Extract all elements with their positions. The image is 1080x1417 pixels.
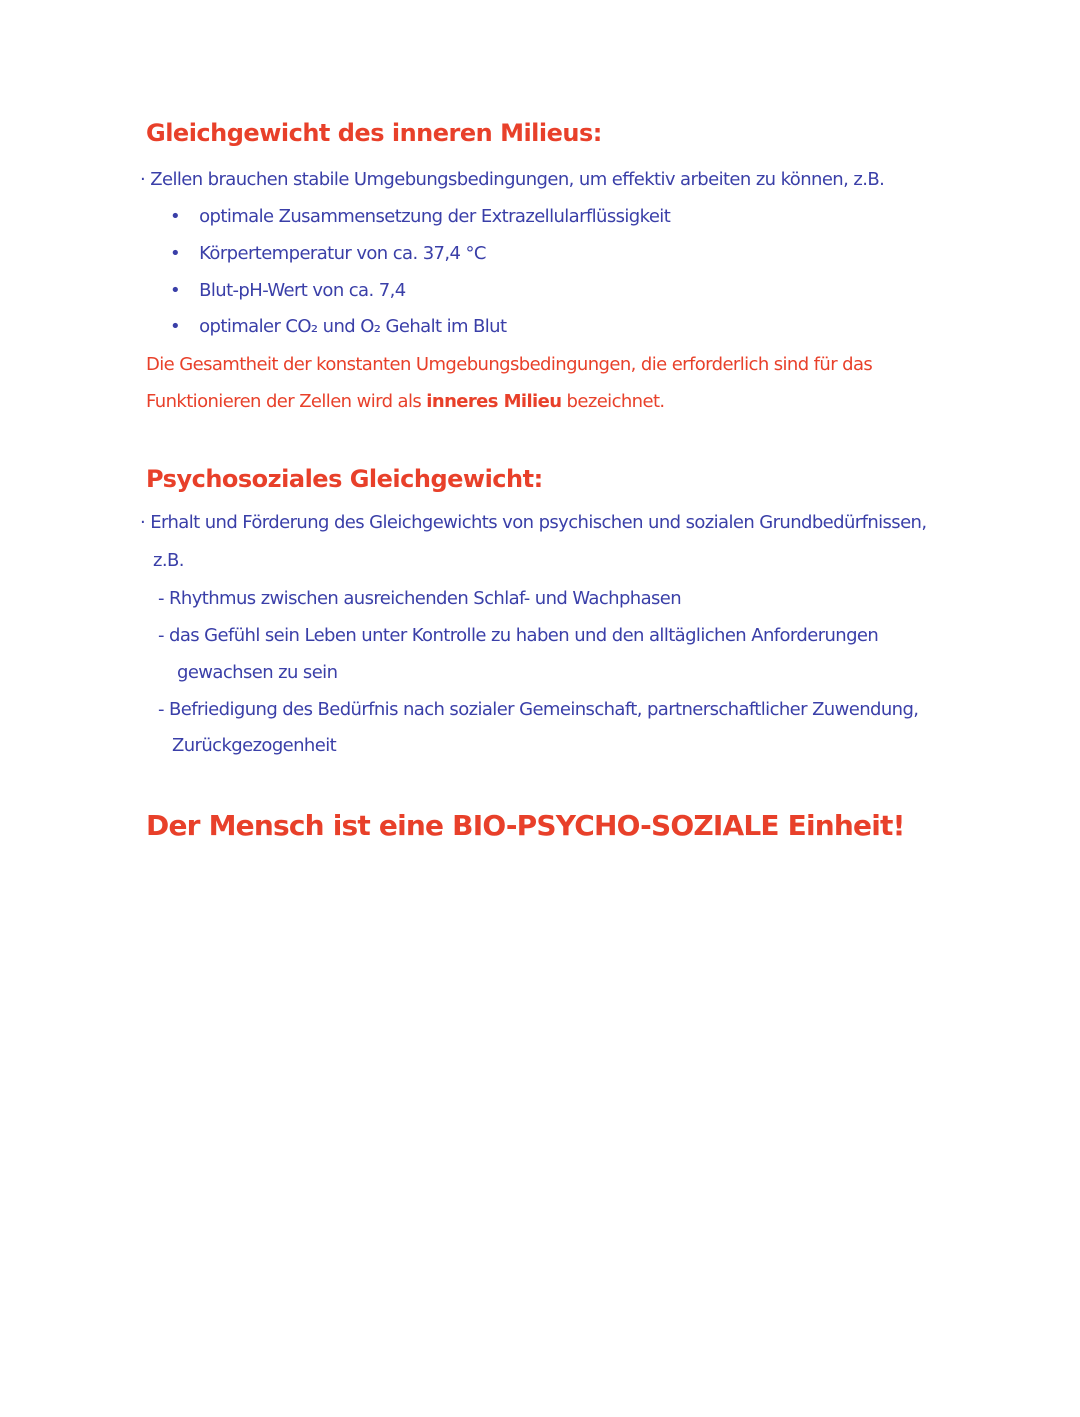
bullet-item bbox=[170, 208, 670, 226]
bullet-text: Blut-pH-Wert von ca. 7,4 bbox=[199, 280, 406, 301]
bullet-item bbox=[170, 245, 486, 263]
list-item: - das Gefühl sein Leben unter Kontrolle zu haben und den alltäglichen Anforderungen bbox=[158, 625, 879, 646]
definition-text: bezeichnet. bbox=[561, 391, 665, 412]
intro-text: · Zellen brauchen stabile Umgebungsbedingungen, um effektiv arbeiten zu können, z.B. bbox=[140, 169, 885, 190]
list-item: - Befriedigung des Bedürfnis nach sozialer Gemeinschaft, partnerschaftlicher Zuwendung, bbox=[158, 699, 919, 720]
section-heading-inneres-milieu: Gleichgewicht des inneren Milieus: bbox=[146, 119, 602, 147]
conclusion-statement: Der Mensch ist eine BIO-PSYCHO-SOZIALE Einheit! bbox=[146, 809, 905, 842]
definition-text: Funktionieren der Zellen wird als bbox=[146, 391, 427, 412]
bullet-dot-icon: • bbox=[170, 206, 181, 227]
bullet-dot-icon: • bbox=[170, 280, 181, 301]
list-item: gewachsen zu sein bbox=[177, 662, 338, 683]
intro-text: · Erhalt und Förderung des Gleichgewichts von psychischen und sozialen Grundbedürfnissen, bbox=[140, 512, 927, 533]
bullet-text: Körpertemperatur von ca. 37,4 °C bbox=[199, 243, 486, 264]
list-item: Zurückgezogenheit bbox=[172, 735, 337, 756]
bullet-dot-icon: • bbox=[170, 316, 181, 337]
section-heading-psychosoziales-gleichgewicht: Psychosoziales Gleichgewicht: bbox=[146, 465, 543, 493]
bullet-item bbox=[170, 282, 406, 300]
definition-term: inneres Milieu bbox=[426, 391, 562, 412]
bullet-text: optimale Zusammensetzung der Extrazellularflüssigkeit bbox=[199, 206, 671, 227]
bullet-dot-icon: • bbox=[170, 243, 181, 264]
intro-text: z.B. bbox=[153, 550, 184, 571]
definition-line-2 bbox=[146, 393, 665, 411]
definition-line-1: Die Gesamtheit der konstanten Umgebungsbedingungen, die erforderlich sind für das bbox=[146, 354, 873, 375]
bullet-text: optimaler CO₂ und O₂ Gehalt im Blut bbox=[199, 316, 507, 337]
list-item: - Rhythmus zwischen ausreichenden Schlaf- und Wachphasen bbox=[158, 588, 682, 609]
bullet-item bbox=[170, 318, 506, 336]
